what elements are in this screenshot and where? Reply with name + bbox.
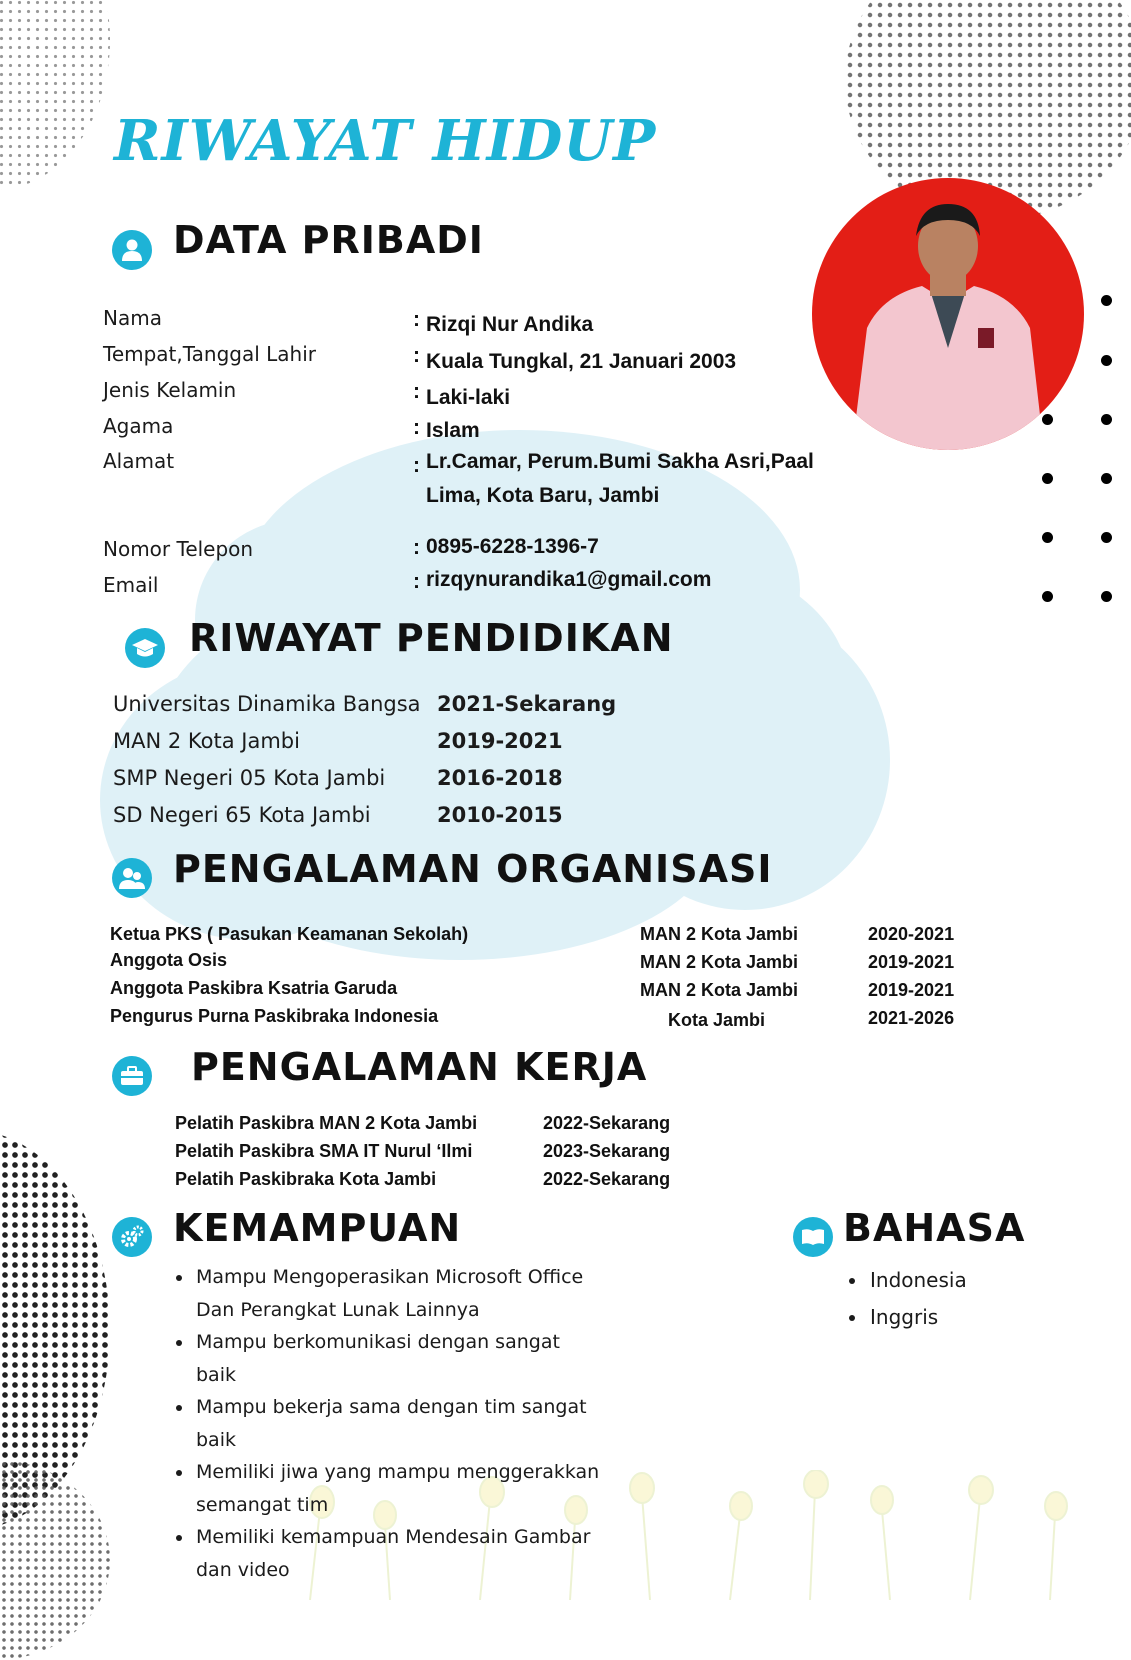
label-alamat: Alamat [103,449,175,473]
edu-year-0: 2021-Sekarang [437,692,617,716]
edu-year-2: 2016-2018 [437,766,563,790]
org-place-2: MAN 2 Kota Jambi [640,980,799,1000]
page-title: RIWAYAT HIDUP [114,108,657,174]
sep-ttl: : [413,344,420,367]
org-role-1: Anggota Osis [110,950,228,970]
kerja-heading: PENGALAMAN KERJA [191,1045,648,1089]
edu-name-2: SMP Negeri 05 Kota Jambi [113,766,386,790]
book-icon [793,1217,833,1257]
kemampuan-list [174,1261,604,1586]
value-agama: Islam [426,419,480,442]
sep-jenis-kelamin: : [413,380,420,403]
edu-name-0: Universitas Dinamika Bangsa [113,692,421,716]
kemampuan-item: • Mampu bekerja sama dengan tim sangat baik [194,1391,604,1456]
bahasa-item: • Inggris [868,1299,1068,1336]
bahasa-list [848,1262,1068,1336]
org-role-2: Anggota Paskibra Ksatria Garuda [110,978,398,998]
label-jenis-kelamin: Jenis Kelamin [103,378,237,402]
edu-year-3: 2010-2015 [437,803,563,827]
org-role-3: Pengurus Purna Paskibraka Indonesia [110,1006,439,1026]
kemampuan-heading: KEMAMPUAN [173,1206,462,1250]
bahasa-heading: BAHASA [843,1206,1026,1250]
halftone-dots-top-left [0,0,110,190]
label-agama: Agama [103,414,174,438]
label-email: Email [103,573,159,597]
sep-nama: : [413,308,420,331]
org-place-0: MAN 2 Kota Jambi [640,924,799,944]
sep-alamat: : [413,454,420,477]
org-place-3: Kota Jambi [668,1010,766,1030]
kerja-role-1: Pelatih Paskibra SMA IT Nurul ‘Ilmi [175,1141,473,1161]
org-year-3: 2021-2026 [868,1008,955,1028]
kerja-role-0: Pelatih Paskibra MAN 2 Kota Jambi [175,1113,478,1133]
value-alamat: Lr.Camar, Perum.Bumi Sakha Asri,Paal [426,450,814,473]
halftone-dots-bottom-left-light [0,1460,110,1660]
kemampuan-item: • Memiliki kemampuan Mendesain Gambar dan video [194,1521,604,1586]
label-ttl: Tempat,Tanggal Lahir [103,342,317,366]
user-icon [112,230,152,270]
label-telepon: Nomor Telepon [103,537,254,561]
edu-name-3: SD Negeri 65 Kota Jambi [113,803,371,827]
briefcase-icon [112,1056,152,1096]
kerja-year-0: 2022-Sekarang [543,1113,671,1133]
edu-year-1: 2019-2021 [437,729,563,753]
bahasa-item: • Indonesia [868,1262,1068,1299]
value-telepon: 0895-6228-1396-7 [426,535,599,558]
kemampuan-item: • Mampu berkomunikasi dengan sangat baik [194,1326,604,1391]
org-role-0: Ketua PKS ( Pasukan Keamanan Sekolah) [110,924,469,944]
graduation-cap-icon [125,628,165,668]
sep-email: : [413,570,420,593]
organisasi-heading: PENGALAMAN ORGANISASI [173,847,773,891]
sep-telepon: : [413,536,420,559]
value-email: rizqynurandika1@gmail.com [426,568,712,591]
data-pribadi-heading: DATA PRIBADI [173,218,484,262]
org-year-1: 2019-2021 [868,952,955,972]
kemampuan-item: • Mampu Mengoperasikan Microsoft Office Dan Perangkat Lunak Lainnya [194,1261,604,1326]
org-year-2: 2019-2021 [868,980,955,1000]
profile-photo [812,178,1084,450]
value-nama: Rizqi Nur Andika [426,313,594,336]
kerja-role-2: Pelatih Paskibraka Kota Jambi [175,1169,437,1189]
value-alamat-line2: Lima, Kota Baru, Jambi [426,484,660,507]
pendidikan-heading: RIWAYAT PENDIDIKAN [189,616,674,660]
org-year-0: 2020-2021 [868,924,955,944]
org-place-1: MAN 2 Kota Jambi [640,952,799,972]
value-jenis-kelamin: Laki-laki [426,386,511,409]
edu-name-1: MAN 2 Kota Jambi [113,729,300,753]
kerja-year-1: 2023-Sekarang [543,1141,671,1161]
group-icon [112,858,152,898]
label-nama: Nama [103,306,162,330]
value-ttl: Kuala Tungkal, 21 Januari 2003 [426,350,737,373]
kemampuan-item: • Memiliki jiwa yang mampu menggerakkan semangat tim [194,1456,604,1521]
kerja-year-2: 2022-Sekarang [543,1169,671,1189]
sep-agama: : [413,416,420,439]
gears-icon [112,1217,152,1257]
